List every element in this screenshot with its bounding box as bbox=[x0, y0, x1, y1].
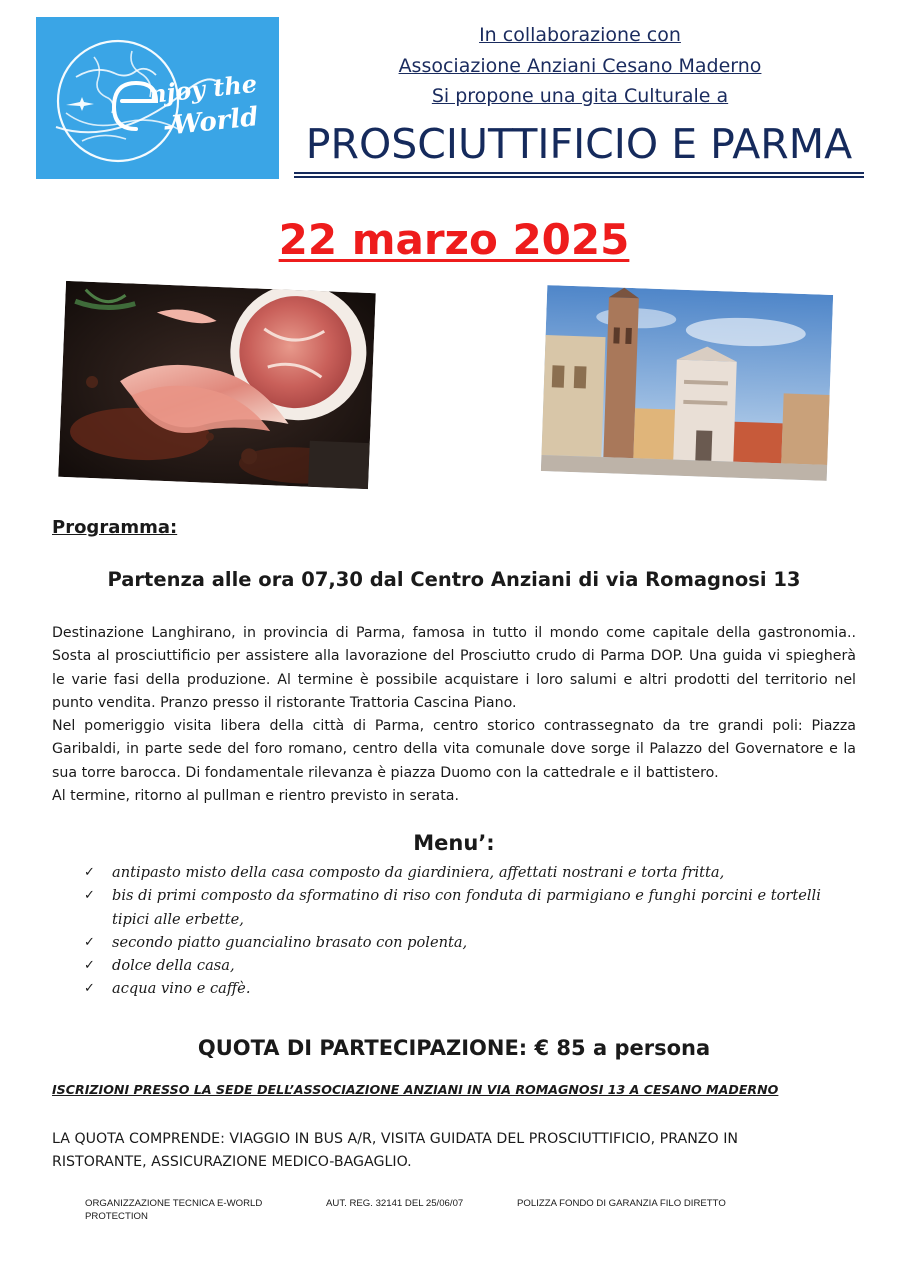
collab-line-3: Si propone una gita Culturale a bbox=[431, 85, 729, 107]
program-description bbox=[52, 622, 856, 808]
participation-fee: QUOTA DI PARTECIPAZIONE: € 85 a persona bbox=[197, 1036, 711, 1060]
page-title: PROSCIUTTIFICIO E PARMA bbox=[294, 120, 864, 174]
enjoy-the-eworld-logo bbox=[36, 17, 279, 179]
check-icon: ✓ bbox=[84, 934, 95, 950]
description-paragraph-2: Nel pomeriggio visita libera della città di Parma, centro storico contrassegnato da tre grandi poli: Piazza Garibaldi, in parte sede del foro romano, centro della vita comunale dove sorge il Palazzo del Governatore e la sua torre barocca. Di fondamentale rilevanza è piazza Duomo con la cattedrale e il battistero. bbox=[52, 718, 856, 781]
menu-item bbox=[84, 954, 860, 977]
check-icon: ✓ bbox=[84, 888, 95, 904]
departure-info: Partenza alle ora 07,30 dal Centro Anziani di via Romagnosi 13 bbox=[107, 568, 801, 591]
menu-item bbox=[84, 861, 860, 884]
footer-organization: ORGANIZZAZIONE TECNICA E-WORLD PROTECTION bbox=[85, 1198, 263, 1222]
globe-logo-icon bbox=[36, 17, 279, 179]
menu-list bbox=[84, 861, 860, 1001]
menu-item bbox=[84, 931, 860, 954]
menu-heading: Menu’: bbox=[413, 831, 495, 855]
menu-item bbox=[84, 884, 860, 931]
fee-includes: LA QUOTA COMPRENDE: VIAGGIO IN BUS A/R, VISITA GUIDATA DEL PROSCIUTTIFICIO, PRANZO IN RISTORANTE, ASSICURAZIONE MEDICO-BAGAGLIO. bbox=[52, 1131, 739, 1170]
svg-text:njoy the: njoy the bbox=[147, 68, 259, 109]
event-date bbox=[0, 215, 908, 264]
registration-info: ISCRIZIONI PRESSO LA SEDE DELL’ASSOCIAZIONE ANZIANI IN VIA ROMAGNOSI 13 A CESANO MADERNO bbox=[52, 1082, 779, 1097]
check-icon: ✓ bbox=[84, 981, 95, 997]
collab-line-1: In collaborazione con bbox=[479, 24, 681, 46]
check-icon: ✓ bbox=[84, 958, 95, 974]
menu-item-text: bis di primi composto da sformatino di riso con fonduta di parmigiano e funghi porcini e tortelli tipici alle erbette, bbox=[112, 887, 821, 928]
collab-line-2: Associazione Anziani Cesano Maderno bbox=[398, 55, 762, 77]
svg-text:-World: -World bbox=[161, 102, 260, 142]
menu-item bbox=[84, 977, 860, 1000]
footer-authorization: AUT. REG. 32141 DEL 25/06/07 bbox=[326, 1198, 464, 1209]
event-date-text: 22 marzo 2025 bbox=[278, 215, 630, 264]
check-icon: ✓ bbox=[84, 865, 95, 880]
prosciutto-photo bbox=[58, 281, 376, 489]
menu-item-text: antipasto misto della casa composto da giardiniera, affettati nostrani e torta fritta, bbox=[112, 864, 725, 881]
description-paragraph-3: Al termine, ritorno al pullman e rientro previsto in serata. bbox=[52, 788, 459, 805]
description-paragraph-1: Destinazione Langhirano, in provincia di Parma, famosa in tutto il mondo come capitale della gastronomia.. Sosta al prosciuttificio per assistere alla lavorazione del Prosciutto crudo di Parma DOP. Una guida vi spiegherà le varie fasi della produzione. Al termine è possibile acquistare i loro salumi e altri prodotti del territorio nel punto vendita. Pranzo presso il ristorante Trattoria Cascina Piano. bbox=[52, 625, 856, 711]
menu-item-text: secondo piatto guancialino brasato con polenta, bbox=[112, 933, 468, 951]
menu-item-text: acqua vino e caffè. bbox=[112, 980, 251, 998]
program-heading: Programma: bbox=[52, 517, 178, 538]
parma-duomo-photo bbox=[541, 285, 833, 481]
footer-insurance: POLIZZA FONDO DI GARANZIA FILO DIRETTO bbox=[517, 1198, 726, 1209]
menu-item-text: dolce della casa, bbox=[112, 957, 235, 975]
